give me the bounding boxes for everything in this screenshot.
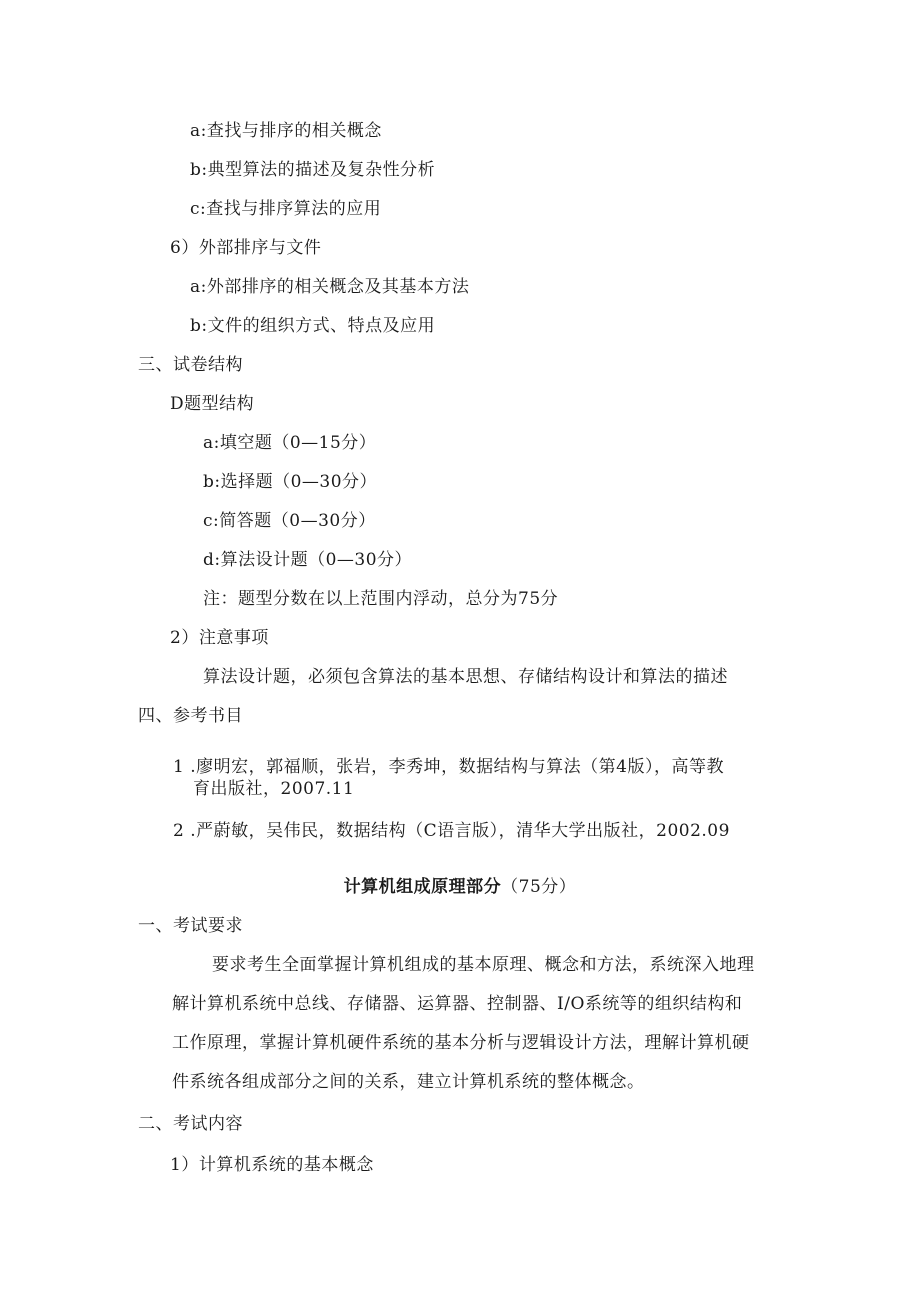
list-item-multiple-choice: b:选择题（0—30分） xyxy=(203,472,378,492)
paragraph-line-4: 件系统各组成部分之间的关系，建立计算机系统的整体概念。 xyxy=(172,1072,645,1092)
part-title-score: （75分） xyxy=(501,877,577,897)
list-item-external-sort-concepts: a:外部排序的相关概念及其基本方法 xyxy=(190,277,470,297)
subheading-question-types: D题型结构 xyxy=(170,394,255,414)
section-heading-exam-content: 二、考试内容 xyxy=(138,1114,243,1134)
reference-1-line-1: 1 .廖明宏，郭福顺，张岩，李秀坤，数据结构与算法（第4版），高等教 xyxy=(173,757,724,777)
list-item-external-sort-files: 6）外部排序与文件 xyxy=(170,238,322,258)
paragraph-line-1: 要求考生全面掌握计算机组成的基本原理、概念和方法，系统深入地理 xyxy=(212,955,755,975)
list-item-short-answer: c:简答题（0—30分） xyxy=(203,511,376,531)
list-item-algorithm-design: d:算法设计题（0—30分） xyxy=(203,550,413,570)
note-score-range: 注：题型分数在以上范围内浮动，总分为75分 xyxy=(203,589,559,609)
list-item-search-sort-concepts: a:查找与排序的相关概念 xyxy=(190,121,382,141)
list-item-file-organization: b:文件的组织方式、特点及应用 xyxy=(190,316,436,336)
section-heading-references: 四、参考书目 xyxy=(138,706,243,726)
part-title-main: 计算机组成原理部分 xyxy=(343,877,502,897)
list-item-algorithm-complexity: b:典型算法的描述及复杂性分析 xyxy=(190,160,436,180)
list-item-fill-blank: a:填空题（0—15分） xyxy=(203,433,377,453)
paragraph-line-3: 工作原理，掌握计算机硬件系统的基本分析与逻辑设计方法，理解计算机硬 xyxy=(172,1033,750,1053)
section-heading-exam-requirements: 一、考试要求 xyxy=(138,916,243,936)
list-item-computer-system-concepts: 1）计算机系统的基本概念 xyxy=(170,1155,374,1175)
note-algorithm-design-requirement: 算法设计题，必须包含算法的基本思想、存储结构设计和算法的描述 xyxy=(203,667,728,687)
reference-1-line-2: 育出版社，2007.11 xyxy=(193,779,355,799)
reference-2: 2 .严蔚敏，吴伟民，数据结构（C语言版），清华大学出版社，2002.09 xyxy=(173,821,730,841)
part-title xyxy=(0,876,920,898)
section-heading-exam-structure: 三、试卷结构 xyxy=(138,355,243,375)
list-item-search-sort-application: c:查找与排序算法的应用 xyxy=(190,199,382,219)
subheading-notes: 2）注意事项 xyxy=(170,628,269,648)
paragraph-line-2: 解计算机系统中总线、存储器、运算器、控制器、I/O系统等的组织结构和 xyxy=(172,994,743,1014)
